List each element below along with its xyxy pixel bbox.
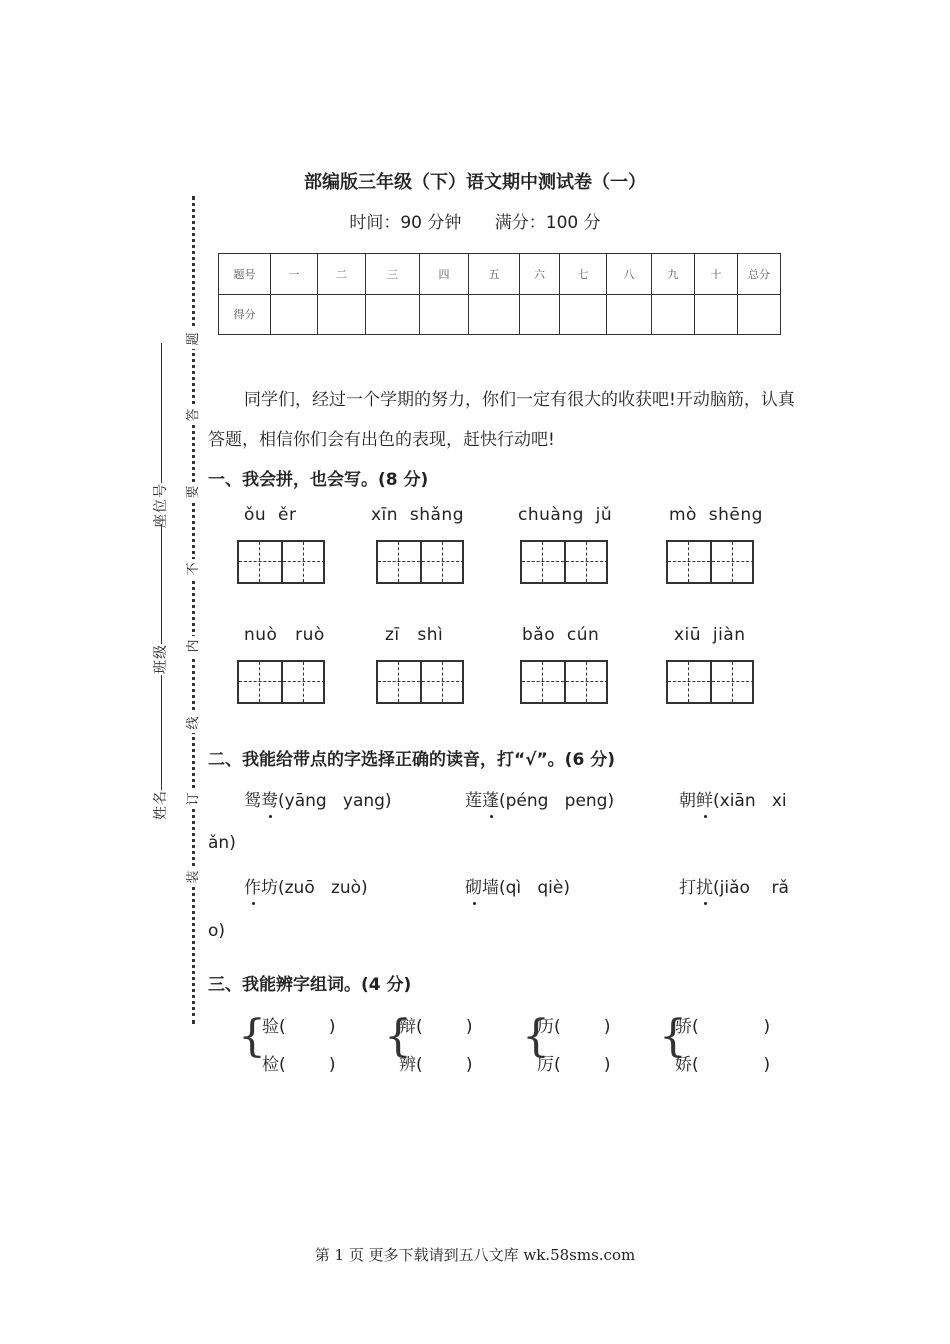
dotted-char: 鸯: [261, 791, 278, 811]
score-cell[interactable]: [366, 294, 420, 335]
score-cell[interactable]: [695, 294, 738, 335]
word-group-item[interactable]: 验( ): [262, 1017, 336, 1037]
question-number-label: 题号: [219, 254, 271, 295]
score-table: [218, 253, 781, 335]
score-label: 得分: [219, 294, 271, 335]
pinyin-label: nuò ruò: [244, 625, 325, 645]
word-group-item[interactable]: 辩( ): [399, 1017, 473, 1037]
score-col-header: 六: [520, 254, 560, 295]
pinyin-label: mò shēng: [669, 505, 763, 525]
score-table-score-row: [219, 294, 781, 335]
intro-paragraph: 同学们，经过一个学期的努力，你们一定有很大的收获吧!开动脑筋，认真答题，相信你们会有出色的表现，赶快行动吧!: [208, 390, 795, 450]
pronunciation-item[interactable]: [465, 786, 614, 811]
brace-icon: {: [659, 1011, 687, 1062]
writing-grid[interactable]: [520, 540, 608, 584]
pinyin-label: bǎo cún: [522, 625, 600, 645]
score-col-header: 五: [469, 254, 520, 295]
name-field[interactable]: [150, 675, 170, 820]
binding-char: 题: [185, 329, 203, 349]
writing-grid[interactable]: [520, 660, 608, 704]
section1-heading: 一、我会拼，也会写。(8 分): [208, 470, 429, 490]
item-options: (xiān xi: [713, 791, 787, 811]
pronunciation-item-wrap: o): [208, 921, 226, 941]
score-cell[interactable]: [652, 294, 695, 335]
pinyin-label: zī shì: [385, 625, 444, 645]
binding-char: 要: [185, 482, 203, 502]
page-footer: 第 1 页 更多下载请到五八文库 wk.58sms.com: [314, 1246, 636, 1264]
word-group-item[interactable]: 历( ): [537, 1017, 611, 1037]
score-cell[interactable]: [469, 294, 520, 335]
writing-grid[interactable]: [666, 540, 754, 584]
pinyin-label: xīn shǎng: [371, 505, 464, 525]
word-group-item[interactable]: 检( ): [262, 1055, 336, 1075]
writing-grid[interactable]: [237, 540, 325, 584]
pinyin-label: ǒu ěr: [244, 505, 297, 525]
item-text: 鸳: [244, 791, 261, 811]
writing-grid[interactable]: [237, 660, 325, 704]
item-text: 莲: [465, 791, 482, 811]
section2-heading: 二、我能给带点的字选择正确的读音，打“√”。(6 分): [208, 750, 615, 770]
score-cell[interactable]: [318, 294, 366, 335]
item-options: (jiǎo rǎ: [713, 878, 789, 898]
dotted-char: 扰: [696, 878, 713, 898]
score-col-header: 四: [420, 254, 469, 295]
pronunciation-item[interactable]: [679, 873, 789, 898]
exam-subtitle: [0, 208, 950, 233]
binding-dotted-line: [192, 196, 195, 1024]
seat-number-label: 座位号: [153, 483, 169, 528]
brace-icon: {: [384, 1011, 412, 1062]
writing-grid[interactable]: [666, 660, 754, 704]
binding-char: 答: [185, 405, 203, 425]
item-text: 朝: [679, 791, 696, 811]
score-col-header: 三: [366, 254, 420, 295]
item-text: 打: [679, 878, 696, 898]
brace-icon: {: [522, 1011, 550, 1062]
word-group-item[interactable]: 辨( ): [399, 1055, 473, 1075]
dotted-char: 作: [244, 878, 261, 898]
name-label: 姓名: [153, 790, 169, 820]
dotted-char: 蓬: [482, 791, 499, 811]
score-cell[interactable]: [738, 294, 781, 335]
writing-grid[interactable]: [376, 540, 464, 584]
class-field[interactable]: [150, 524, 170, 674]
brace-icon: {: [238, 1011, 266, 1062]
score-col-header: 总分: [738, 254, 781, 295]
score-cell[interactable]: [520, 294, 560, 335]
section3-heading: 三、我能辨字组词。(4 分): [208, 975, 412, 995]
score-col-header: 二: [318, 254, 366, 295]
binding-char: 装: [185, 867, 203, 887]
score-col-header: 一: [271, 254, 318, 295]
score-col-header: 七: [560, 254, 607, 295]
word-group-item[interactable]: 厉( ): [537, 1055, 611, 1075]
pronunciation-item[interactable]: [679, 786, 787, 811]
seat-number-field[interactable]: [150, 343, 170, 528]
word-group-item[interactable]: 骄( ): [675, 1017, 771, 1037]
binding-char: 订: [185, 789, 203, 809]
score-col-header: 八: [607, 254, 652, 295]
score-table-header-row: [219, 254, 781, 295]
item-options: 墙(qì qiè): [482, 878, 570, 898]
pronunciation-item[interactable]: [244, 873, 368, 898]
pinyin-label: chuàng jǔ: [518, 505, 613, 525]
binding-char: 不: [185, 559, 203, 579]
exam-full-score: 满分：100 分: [494, 213, 601, 233]
class-label: 班级: [153, 644, 169, 674]
word-group-item[interactable]: 娇( ): [675, 1055, 771, 1075]
score-col-header: 九: [652, 254, 695, 295]
pronunciation-item-wrap: ǎn): [208, 833, 236, 853]
item-options: (péng peng): [499, 791, 615, 811]
item-options: (yāng yang): [278, 791, 392, 811]
binding-char: 内: [185, 636, 203, 656]
score-cell[interactable]: [420, 294, 469, 335]
dotted-char: 砌: [465, 878, 482, 898]
pronunciation-item[interactable]: [244, 786, 392, 811]
binding-char: 线: [185, 713, 203, 733]
score-cell[interactable]: [607, 294, 652, 335]
item-options: 坊(zuō zuò): [261, 878, 368, 898]
dotted-char: 鲜: [696, 791, 713, 811]
pinyin-label: xiū jiàn: [674, 625, 746, 645]
exam-time: 时间：90 分钟: [349, 213, 462, 233]
pronunciation-item[interactable]: [465, 873, 570, 898]
exam-title: 部编版三年级（下）语文期中测试卷（一）: [304, 172, 646, 193]
score-cell[interactable]: [560, 294, 607, 335]
score-cell[interactable]: [271, 294, 318, 335]
writing-grid[interactable]: [376, 660, 464, 704]
score-col-header: 十: [695, 254, 738, 295]
